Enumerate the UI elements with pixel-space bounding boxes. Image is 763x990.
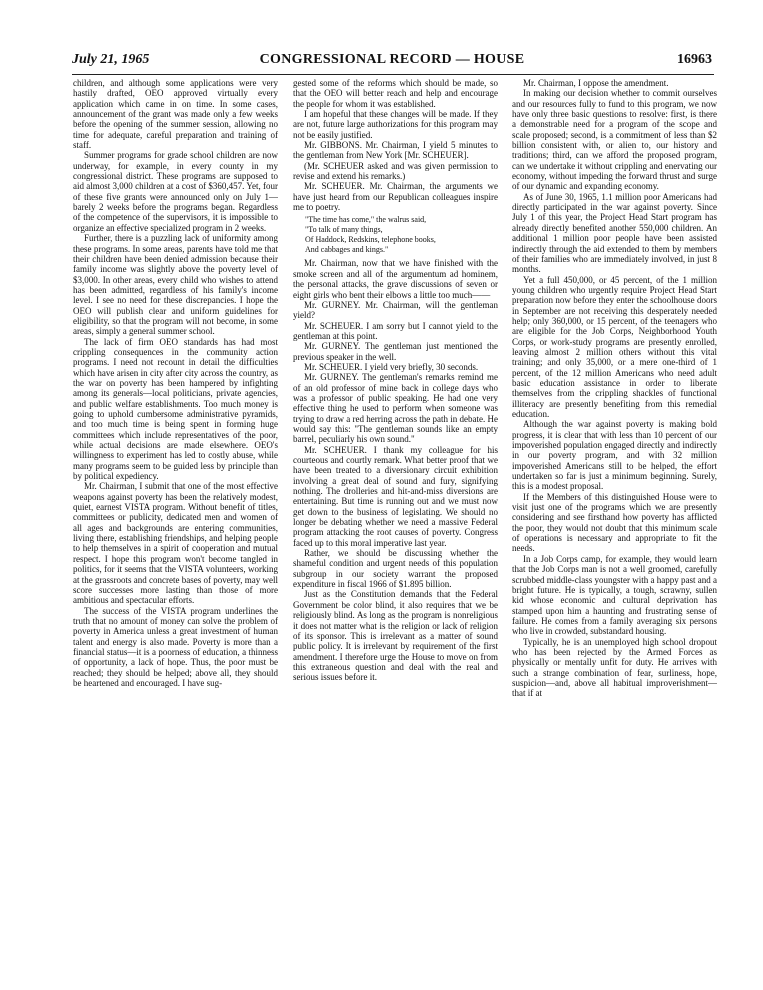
paragraph: Mr. Chairman, I oppose the amendment. bbox=[523, 78, 669, 88]
paragraph: Mr. GURNEY. The gentleman's remarks remind me of an old professor of mine back in college days who was a professor of public speaking. He had one very effective thing he used to perform when someone was trying to draw a red herring across the path in debate. He would say this: "The gentleman sounds like an empty barrel, peculiarly his own sound." bbox=[293, 372, 498, 445]
paragraph: The success of the VISTA program underlines the truth that no amount of money can solve the problem of poverty in America unless a great investment of human talent and energy is also made. Poverty is more than a financial status—it is a poorness of education, a thinness of opportunity, a lack of hope. Thus, the poor must be reached; they should be helped; above all, they should be heartened and encouraged. I have sug- bbox=[73, 605, 278, 688]
page-header bbox=[72, 52, 712, 72]
quote-line: "To talk of many things, bbox=[305, 225, 383, 235]
paragraph: As of June 30, 1965, 1.1 million poor Americans had directly participated in the war against poverty. Since July 1 of this year, the Project Head Start program has already directly benefited another 550,000 children. An additional 1 million poor people have been assisted indirectly through the aid extended to them by members of their families who are immediately involved, in just 8 months. bbox=[512, 191, 717, 275]
text-column-right bbox=[512, 78, 717, 973]
paragraph: Just as the Constitution demands that the Federal Government be color blind, it also requires that we be religiously blind. As long as the program is nonreligious it does not matter what is the religion or lack of religion of its sponsor. This is irrelevant as a matter of sound public policy. It is irrelevant by requirement of the first amendment. I therefore urge the House to move on from this extraneous question and deal with the real and serious issues before it. bbox=[293, 589, 498, 683]
paragraph: Mr. Chairman, now that we have finished with the smoke screen and all of the argumentum ad hominem, the personal attacks, the grave discussions of seven or eight girls who bent their elbows a little too much—— bbox=[293, 258, 498, 300]
quote-line: "The time has come," the walrus said, bbox=[305, 215, 427, 225]
paragraph: Mr. SCHEUER. I yield very briefly, 30 seconds. bbox=[304, 361, 479, 372]
paragraph: Mr. GURNEY. The gentleman just mentioned the previous speaker in the well. bbox=[293, 341, 498, 362]
publication-title: CONGRESSIONAL RECORD — HOUSE bbox=[259, 52, 525, 67]
paragraph: Mr. Chairman, I submit that one of the most effective weapons against poverty has been the relatively modest, quiet, earnest VISTA program. Without benefit of titles, committees or publicity, dedicated men and women of all ages and backgrounds are entering communities, living there, establishing friendships, and helping people to help themselves in a spirit of cooperation and mutual respect. I hope this program won't become tangled in politics, for it seems that the VISTA volunteers, working at the grassroots and concrete bases of poverty, may well score successes more lasting than those of more ambitious and spectacular efforts. bbox=[73, 481, 278, 606]
paragraph: gested some of the reforms which should be made, so that the OEO will better reach and help and encourage the people for whom it was established. bbox=[293, 78, 498, 109]
quote-line: And cabbages and kings." bbox=[305, 245, 389, 255]
header-rule bbox=[72, 74, 714, 75]
paragraph: Although the war against poverty is making bold progress, it is clear that with less than 10 percent of our impoverished population engaged directly and indirectly in our poverty program, and with 32 million impoverished Americans still to be helped, the effort undertaken so far is just a minimum beginning. Surely, this is a modest proposal. bbox=[512, 419, 717, 492]
paragraph: Mr. SCHEUER. I thank my colleague for his courteous and courtly remark. What better proof that we have been treated to a diversionary circuit exhibition involving a great deal of sound and fury, signifying nothing. The drolleries and hit-and-miss diversions are entertaining. But time is running out and we must now get down to the business of legislating. We should no longer be debating whether we need a massive Federal program attacking the root causes of poverty. Congress faced up to this moral imperative last year. bbox=[293, 444, 498, 548]
issue-date: July 21, 1965 bbox=[72, 52, 150, 67]
text-column-middle bbox=[293, 78, 498, 973]
paragraph: Summer programs for grade school children are now underway, for example, in every county in my congressional district. These programs are supposed to aid almost 3,000 children at a cost of $360,457. Yet, four of these five grants were announced only on July 1—barely 2 weeks before the programs began. Regardless of the competence of the supervisors, it is impossible to organize an effective specialized program in 2 weeks. bbox=[73, 150, 278, 233]
paragraph: children, and although some applications were very hastily drafted, OEO approved virtually every application which came in on time. In some cases, announcement of the grant was made only a few weeks before the opening of the summer session, allowing no time for adequate, careful preparation and training of staff. bbox=[73, 78, 278, 151]
text-column-left bbox=[73, 78, 278, 973]
paragraph: If the Members of this distinguished House were to visit just one of the programs which we are presently considering and see firsthand how poverty has afflicted the poor, they would not doubt that this minimum scale of operations is necessary and appropriate to fit the needs. bbox=[512, 491, 717, 554]
paragraph: In a Job Corps camp, for example, they would learn that the Job Corps man is not a well groomed, carefully scrubbed middle-class youngster with a happy past and a bright future. He is typically, a tough, scrawny, sullen kid whose economic and cultural deprivation has stamped upon him a haunting and frustrating sense of failure. He comes from a family averaging six persons who live in crowded, substandard housing. bbox=[512, 553, 717, 637]
paragraph: Typically, he is an unemployed high school dropout who has been rejected by the Armed Forces as physically or mentally unfit for duty. He arrives with such a strange combination of fear, surliness, hope, suspicion—and, above all habitual improverishment—that if at bbox=[512, 636, 717, 699]
page-number: 16963 bbox=[677, 52, 712, 67]
paragraph: Mr. SCHEUER. Mr. Chairman, the arguments we have just heard from our Republican colleagues inspire me to poetry. bbox=[293, 181, 498, 213]
paragraph: Mr. GIBBONS. Mr. Chairman, I yield 5 minutes to the gentleman from New York [Mr. SCHEUER]. bbox=[293, 140, 498, 161]
paragraph: Further, there is a puzzling lack of uniformity among these programs. In some areas, parents have told me that their children have been denied admission because their family income was slightly above the poverty level of $3,000. In other areas, every child who wishes to attend has been admitted, regardless of his family's income level. I see no need for these discrepancies. I hope the OEO will publish clear and uniform guidelines for eligibility, so that the program will not become, in some areas, simply a general summer school. bbox=[73, 233, 278, 337]
quote-line: Of Haddock, Redskins, telephone books, bbox=[305, 235, 436, 245]
paragraph: Rather, we should be discussing whether the shameful condition and urgent needs of this population subgroup in our society warrant the proposed expenditure in fiscal 1966 of $1.895 billion. bbox=[293, 548, 498, 590]
poem-quote bbox=[305, 215, 498, 255]
paragraph: I am hopeful that these changes will be made. If they are not, future large authorizations for this program may not be easily justified. bbox=[293, 109, 498, 140]
paragraph: Mr. SCHEUER. I am sorry but I cannot yield to the gentleman at this point. bbox=[293, 320, 498, 341]
paragraph: In making our decision whether to commit ourselves and our resources fully to fund to this program, we now have only three basic questions to resolve: first, is there a demonstrable need for a program of the scope and scale proposed; second, is a commitment of less than $2 billion consistent with, or alien to, our history and traditions; third, can we afford the proposed program, can we undertake it without crippling and enervating our economy, without impeding the forward thrust and surge of our dynamic and expanding economy. bbox=[512, 88, 717, 192]
paragraph: Mr. GURNEY. Mr. Chairman, will the gentleman yield? bbox=[293, 299, 498, 321]
paragraph: (Mr. SCHEUER asked and was given permission to revise and extend his remarks.) bbox=[293, 160, 498, 182]
paragraph: The lack of firm OEO standards has had most crippling consequences in the community action programs. I need not recount in detail the difficulties which have arisen in city after city across the country, as the war on poverty has been hampered by infighting among its generals—local politicians, private agencies, and public welfare establishments. Too much money is going to uphold cumbersome administrative pyramids, and too much time is being spent in forming huge committees which include representatives of the poor, while actual decisions are made elsewhere. OEO's willingness to experiment has led to costly abuse, while many programs seem to be guided less by principle than by political expediency. bbox=[73, 336, 278, 482]
paragraph: Yet a full 450,000, or 45 percent, of the 1 million young children who urgently require Project Head Start preparation now before they enter the schoolhouse doors in September are not receiving this desperately needed help; only 360,000, or 15 percent, of the teenagers who are eligible for the Job Corps, Neighborhood Youth Corps, or work-study programs are presently enrolled, leaving almost 2 million others without this vital training; and only 35,000, or a mere one-third of 1 percent, of the 12 million Americans who need adult basic education assistance in order to liberate themselves from the crippling shackles of functional illiteracy are presently benefiting from this remedial education. bbox=[512, 274, 717, 419]
